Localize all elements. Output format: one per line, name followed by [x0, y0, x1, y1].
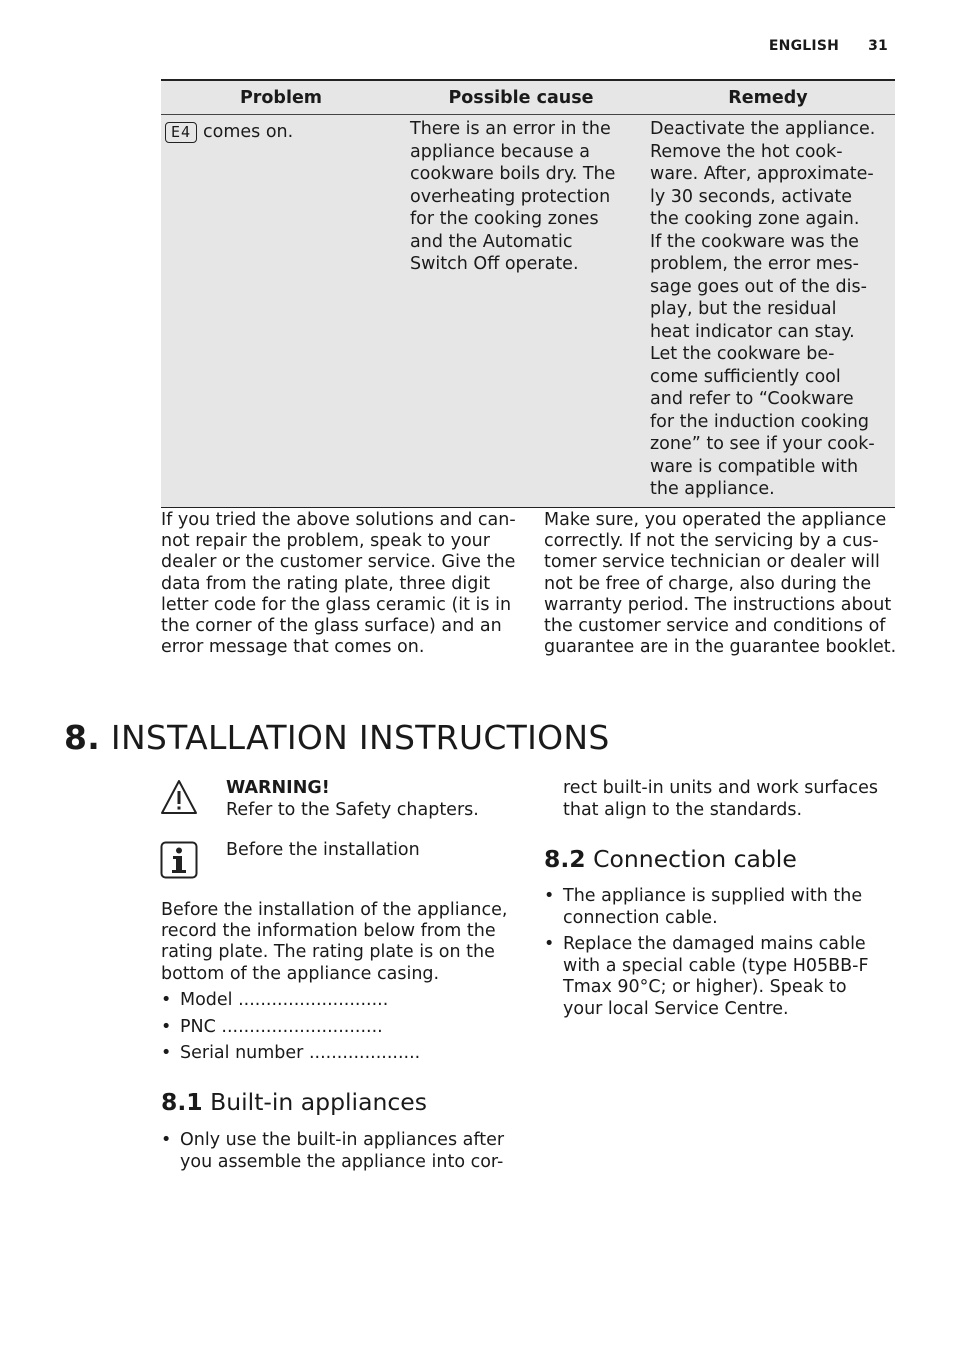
text-line: that align to the standards. [563, 799, 803, 820]
text-line: letter code for the glass ceramic (it is in [161, 594, 512, 615]
warning-note [226, 778, 479, 821]
header-problem: Problem [239, 87, 323, 108]
service-advice-paragraph [161, 510, 531, 658]
header-language: ENGLISH [768, 38, 840, 54]
cell-remedy [641, 115, 895, 501]
cell-problem [161, 115, 401, 501]
troubleshooting-table [161, 79, 895, 508]
text-line: dealer or the customer service. Give the [161, 552, 516, 573]
remedy-line: ware. After, approximate- [650, 164, 874, 184]
rating-plate-list [161, 990, 521, 1070]
table-row [161, 115, 895, 507]
text-line: the customer service and conditions of [544, 616, 886, 637]
warning-triangle-icon [160, 778, 198, 816]
section-title: INSTALLATION INSTRUCTIONS [110, 718, 610, 757]
page-number: 31 [868, 38, 888, 54]
remedy-line: ly 30 seconds, activate [650, 186, 853, 207]
remedy-line: play, but the residual [650, 299, 837, 319]
list-item: • PNC ............................. [161, 1017, 521, 1039]
text-line: record the information below from the [161, 921, 496, 942]
built-in-continued [563, 778, 893, 821]
subsection-number: 8.1 [161, 1088, 203, 1116]
cause-line: There is an error in the [410, 119, 611, 139]
text-line: If you tried the above solutions and can- [161, 510, 516, 530]
text-line: the corner of the glass surface) and an [161, 616, 502, 637]
remedy-line: heat indicator can stay. [650, 321, 855, 342]
text-line: Make sure, you operated the appliance [544, 510, 887, 530]
subsection-heading-built-in [161, 1088, 427, 1116]
cause-line: and the Automatic [410, 231, 573, 252]
cause-line: appliance because a [410, 141, 590, 162]
section-number: 8. [64, 718, 101, 757]
list-item: • Model ........................... [161, 990, 521, 1012]
error-code-display-icon: E4 [165, 122, 197, 143]
remedy-line: problem, the error mes- [650, 254, 859, 274]
text-line: correctly. If not the servicing by a cus- [544, 531, 879, 552]
warning-text: Refer to the Safety chapters. [226, 799, 479, 820]
text-line: warranty period. The instructions about [544, 594, 892, 615]
info-text: Before the installation [226, 840, 420, 860]
remedy-line: the cooking zone again. [650, 209, 860, 229]
rating-plate-intro [161, 900, 531, 985]
cause-line: Switch Off operate. [410, 254, 579, 274]
text-line: not repair the problem, speak to your [161, 531, 490, 552]
remedy-line: If the cookware was the [650, 231, 859, 252]
remedy-line: ware is compatible with [650, 456, 859, 477]
remedy-line: Remove the hot cook- [650, 141, 843, 162]
subsection-title: Connection cable [593, 845, 797, 873]
list-item: • Serial number .................... [161, 1043, 521, 1065]
subsection-number: 8.2 [544, 845, 586, 873]
list-item: • The appliance is supplied with the connection cable. [544, 886, 884, 929]
subsection-heading-connection-cable [544, 845, 797, 873]
text-line: not be free of charge, also during the [544, 573, 872, 594]
remedy-line: zone” to see if your cook- [650, 434, 875, 454]
page-header [769, 38, 888, 54]
connection-cable-list [544, 886, 884, 1025]
warranty-note-paragraph [544, 510, 904, 658]
remedy-line: sage goes out of the dis- [650, 276, 867, 297]
table-header-row [161, 81, 895, 115]
header-remedy: Remedy [728, 87, 808, 108]
remedy-line: for the induction cooking [650, 411, 869, 432]
remedy-line: the appliance. [650, 479, 775, 499]
text-line: rating plate. The rating plate is on the [161, 942, 495, 963]
cell-cause [401, 115, 641, 501]
cause-line: for the cooking zones [410, 209, 599, 229]
built-in-list [161, 1130, 506, 1178]
remedy-line: come sufficiently cool [650, 366, 841, 387]
text-line: error message that comes on. [161, 637, 425, 658]
list-item: • Only use the built-in appliances after you assemble the appliance into cor- [161, 1130, 506, 1173]
warning-title: WARNING! [226, 778, 330, 798]
header-possible-cause: Possible cause [448, 87, 594, 108]
info-icon [160, 841, 198, 879]
list-item: • Replace the damaged mains cable with a special cable (type H05BB-F Tmax 90°C; or higher). Speak to your local Service Centre. [544, 934, 884, 1020]
remedy-line: Deactivate the appliance. [650, 119, 876, 139]
text-line: guarantee are in the guarantee booklet. [544, 637, 897, 658]
text-line: rect built-in units and work surfaces [563, 778, 879, 798]
info-note [226, 840, 420, 862]
remedy-line: and refer to “Cookware [650, 389, 854, 409]
cause-line: overheating protection [410, 186, 611, 207]
text-line: data from the rating plate, three digit [161, 573, 491, 594]
subsection-title: Built-in appliances [210, 1088, 427, 1116]
section-heading [64, 718, 610, 757]
remedy-line: Let the cookware be- [650, 344, 835, 364]
text-line: Before the installation of the appliance, [161, 900, 508, 920]
problem-text: comes on. [203, 122, 294, 142]
text-line: tomer service technician or dealer will [544, 552, 880, 573]
text-line: bottom of the appliance casing. [161, 963, 440, 984]
cause-line: cookware boils dry. The [410, 164, 616, 184]
